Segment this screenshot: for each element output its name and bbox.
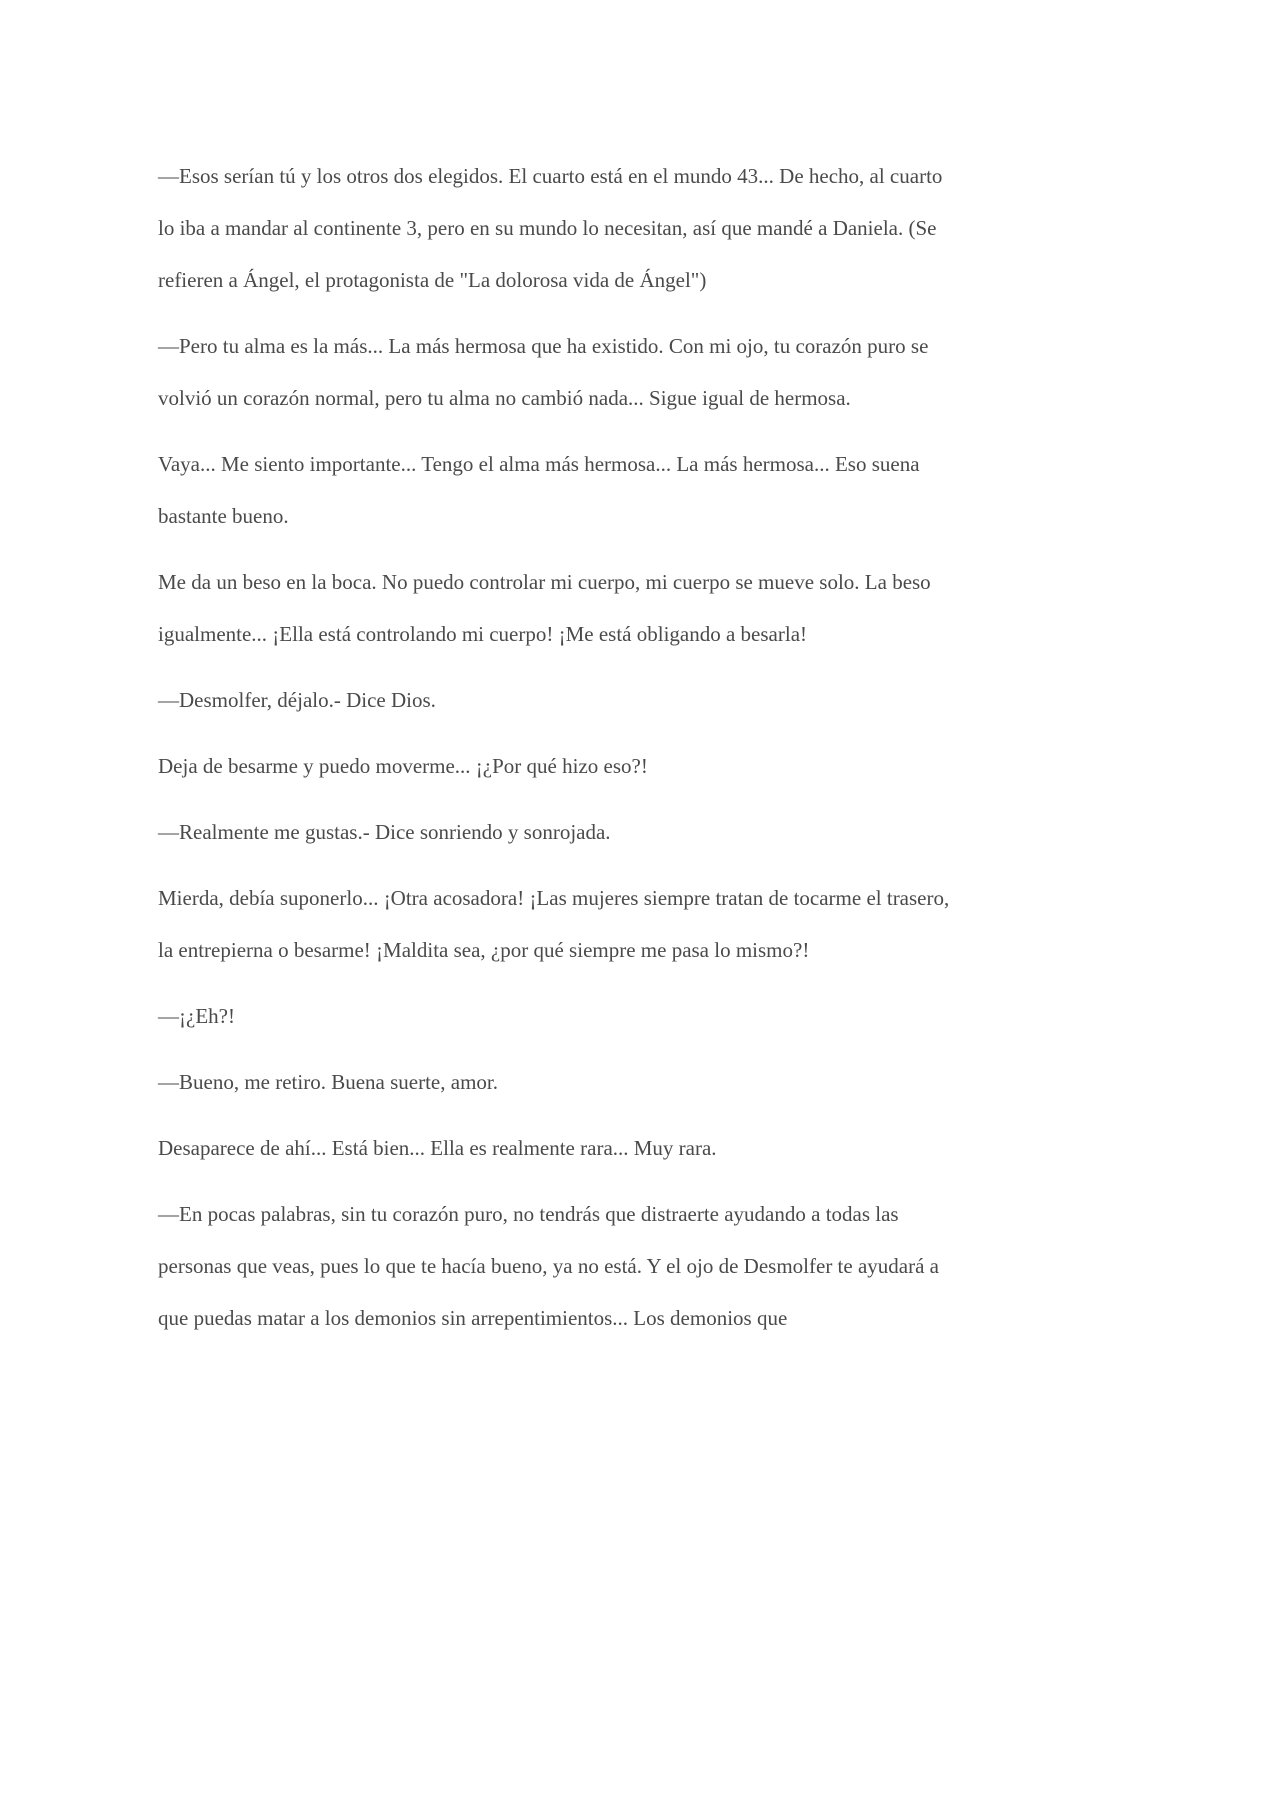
paragraph: —Bueno, me retiro. Buena suerte, amor.	[158, 1070, 498, 1094]
paragraph: Me da un beso en la boca. No puedo controlar mi cuerpo, mi cuerpo se mueve solo. La beso igualmente... ¡Ella está controlando mi cuerpo! ¡Me está obligando a besarla!	[158, 570, 931, 646]
paragraph: —Esos serían tú y los otros dos elegidos. El cuarto está en el mundo 43... De hecho, al cuarto lo iba a mandar al continente 3, pero en su mundo lo necesitan, así que mandé a Daniela. (Se refieren a Ángel, el protagonista de "La dolorosa vida de Ángel")	[158, 164, 943, 292]
paragraph: —Realmente me gustas.- Dice sonriendo y sonrojada.	[158, 820, 611, 844]
paragraph: Vaya... Me siento importante... Tengo el alma más hermosa... La más hermosa... Eso suena bastante bueno.	[158, 452, 920, 528]
text-column	[158, 150, 958, 1358]
paragraph: Mierda, debía suponerlo... ¡Otra acosadora! ¡Las mujeres siempre tratan de tocarme el trasero, la entrepierna o besarme! ¡Maldita sea, ¿por qué siempre me pasa lo mismo?!	[158, 886, 950, 962]
paragraph: Desaparece de ahí... Está bien... Ella es realmente rara... Muy rara.	[158, 1136, 717, 1160]
paragraph: —Desmolfer, déjalo.- Dice Dios.	[158, 688, 436, 712]
paragraph: Deja de besarme y puedo moverme... ¡¿Por qué hizo eso?!	[158, 754, 648, 778]
paragraph: —Pero tu alma es la más... La más hermosa que ha existido. Con mi ojo, tu corazón puro se volvió un corazón normal, pero tu alma no cambió nada... Sigue igual de hermosa.	[158, 334, 929, 410]
paragraph: —En pocas palabras, sin tu corazón puro, no tendrás que distraerte ayudando a todas las personas que veas, pues lo que te hacía bueno, ya no está. Y el ojo de Desmolfer te ayudará a que puedas matar a los demonios sin arrepentimientos... Los demonios que	[158, 1202, 939, 1330]
paragraph: —¡¿Eh?!	[158, 1004, 235, 1028]
